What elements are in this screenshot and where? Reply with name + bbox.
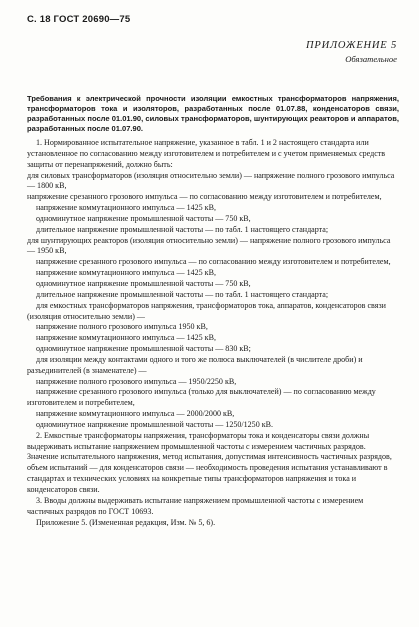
- paragraph: длительное напряжение промышленной частоты — по табл. 1 настоящего стандарта;: [36, 224, 329, 234]
- paragraph: Приложение 5. (Измененная редакция, Изм. № 5, 6).: [36, 517, 216, 527]
- document-title: Требования к электрической прочности изоляции емкостных трансформаторов напряжения, трансформаторов тока и изоляторов, разработанных после 01.07.88, конденсаторов связи, разработанных после 01.01.90, силовых трансформаторов, шунтирующих реакторов и аппаратов, разработанных после 01.07.90.: [27, 94, 399, 133]
- paragraph: для изоляции между контактами одного и того же полюса выключателей (в числителе дроби) и разъединителей (в знаменателе) —: [27, 354, 363, 375]
- page-header: С. 18 ГОСТ 20690—75: [27, 14, 131, 25]
- paragraph: 3. Вводы должны выдерживать испытание напряжением промышленной частоты с измерением частичных разрядов по ГОСТ 10693.: [27, 495, 364, 516]
- paragraph: напряжение коммутационного импульса — 1425 кВ,: [36, 268, 216, 278]
- paragraph: одноминутное напряжение промышленной частоты — 830 кВ;: [36, 344, 251, 354]
- paragraph: для емкостных трансформаторов напряжения, трансформаторов тока, аппаратов, конденсаторов связи (изоляция относительно земли) —: [27, 300, 386, 321]
- paragraph: 1. Нормированное испытательное напряжение, указанное в табл. 1 и 2 настоящего стандарта или установленное по согласованию между изготовителем и потребителем и с учетом применяемых средств защиты от перенапряжений, должно быть:: [27, 138, 386, 169]
- paragraph: напряжение коммутационного импульса — 1425 кВ,: [36, 333, 216, 343]
- paragraph: напряжение полного грозового импульса 1950 кВ,: [36, 322, 208, 332]
- appendix-status: Обязательное: [345, 54, 397, 64]
- paragraph: напряжение коммутационного импульса — 1425 кВ,: [36, 203, 216, 213]
- document-body: [27, 138, 399, 528]
- paragraph: напряжение срезанного грозового импульса — по согласованию между изготовителем и потребителем,: [27, 192, 382, 202]
- paragraph: длительное напряжение промышленной частоты — по табл. 1 настоящего стандарта;: [36, 289, 329, 299]
- paragraph: одноминутное напряжение промышленной частоты — 750 кВ,: [36, 278, 251, 288]
- paragraph: напряжение полного грозового импульса — 1950/2250 кВ,: [36, 376, 237, 386]
- appendix-block: [306, 40, 397, 64]
- paragraph: напряжение коммутационного импульса — 2000/2000 кВ,: [36, 409, 235, 419]
- paragraph: одноминутное напряжение промышленной частоты — 750 кВ,: [36, 213, 251, 223]
- paragraph: для силовых трансформаторов (изоляция относительно земли) — напряжение полного грозового импульса — 1800 кВ,: [27, 170, 395, 191]
- paragraph: одноминутное напряжение промышленной частоты — 1250/1250 кВ.: [36, 419, 274, 429]
- paragraph: напряжение срезанного грозового импульса (только для выключателей) — по согласованию между изготовителем и потребителем,: [27, 387, 376, 408]
- paragraph: напряжение срезанного грозового импульса — по согласованию между изготовителем и потребителем,: [36, 257, 391, 267]
- paragraph: для шунтирующих реакторов (изоляция относительно земли) — напряжение полного грозового импульса — 1950 кВ,: [27, 235, 391, 256]
- appendix-label: ПРИЛОЖЕНИЕ 5: [306, 40, 397, 51]
- paragraph: 2. Емкостные трансформаторы напряжения, трансформаторы тока и конденсаторы связи должны выдерживать испытание напряжением промышленной частоты с измерением частичных разрядов. Значение испытательного напряжения, метод испытания, допустимая интенсивность частичных разрядов, объем испытаний — для конденсаторов связи — необходимость проведения испытания устанавливают в стандартах и технических условиях на конкретные типы трансформаторов напряжения и тока и конденсаторов связи.: [27, 430, 392, 494]
